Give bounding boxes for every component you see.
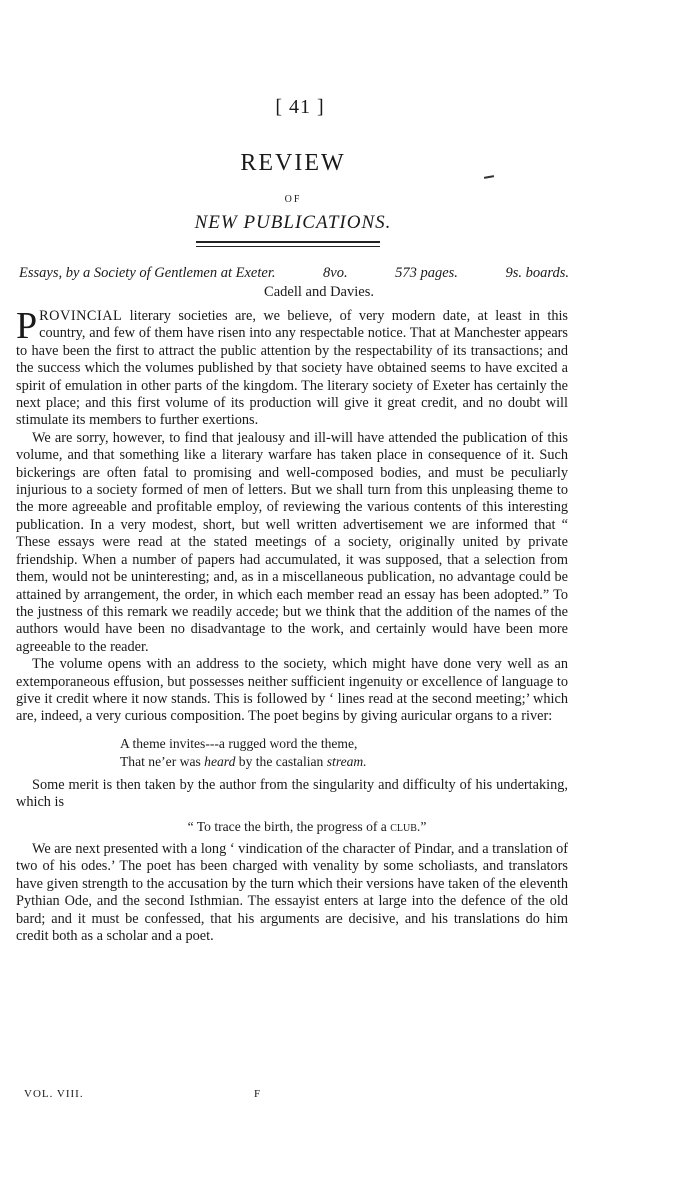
ink-mark [484,175,494,179]
verse-line-2 [120,753,568,771]
verse-line-1: A theme invites---a rugged word the theme, [120,735,358,751]
citation-publisher: Cadell and Davies. [264,284,374,300]
citation-pages: 573 pages. [395,265,458,281]
drop-cap: P [16,305,38,347]
paragraph-2: We are sorry, however, to find that jealousy and ill-will have attended the publication of this volume, and that something like a literary warfare has taken place in consequence of it. Such bickerings are often fatal to promising and well-composed bodies, and must be peculiarly injurious to a society formed of men of letters. But we shall turn from this unpleasing theme to the more agreeable and profitable employ, of reviewing the various contents of this interesting publication. In a very modest, short, but well written advertisement we are informed that “ These essays were read at the stated meetings of a society, originally united by private friendship. When a number of papers had accumulated, it was supposed, that a selection from them, would not be uninteresting; and, as in a miscellaneous publication, no advantage could be attained by arrangement, the order, in which each member read an essay has been adopted.” To the justness of this remark we readily accede; but we think that the addition of the names of the authors would have been no disadvantage to the work, and certainly would have been more agreeable to the reader. [16,429,568,655]
page-subtitle: NEW PUBLICATIONS. [194,212,392,233]
citation-price: 9s. boards. [505,265,569,281]
opening-word: ROVINCIAL [39,308,123,324]
paragraph-5: We are next presented with a long ‘ vindication of the character of Pindar, and a translation of two of his odes.’ The poet has been charged with venality by some scholiasts, and translators have given strength to the accusation by the turn which their versions have taken of the eleventh Pythian Ode, and the second Isthmian. The essayist enters at large into the defence of the old bard; and it must be confessed, that his arguments are decisive, and his translations do him credit both as a scholar and a poet. [16,840,568,944]
article-body [16,305,568,945]
book-citation [19,264,569,302]
verse-text: That ne’er was [120,753,205,769]
verse-italic: stream. [326,753,367,769]
citation-title: Essays, by a Society of Gentlemen at Exeter. [19,265,276,281]
quote-smallcaps: club. [390,818,421,834]
citation-line [19,264,569,283]
quote-text: “ To trace the birth, the progress of a [187,818,391,834]
title-rule-thick [196,241,380,243]
paragraph-1-text: literary societies are, we believe, of very modern date, at least in this country, and few of them have risen into any respectable notice. That at Manchester appears to have been the first to attract the public attention by the respectability of its transactions; and the success which the volumes published by that society have obtained seems to have excited a spirit of emulation in other parts of the kingdom. The literary society of Exeter has certainly the next place; and this first volume of its production will give it great credit, and no doubt will stimulate its members to further exertions. [16,308,568,429]
citation-format: 8vo. [323,265,348,281]
page-title: REVIEW [240,150,346,176]
club-quotation [16,818,568,835]
page-footer [24,1088,324,1100]
title-rule-thin [196,246,380,247]
paragraph-3: The volume opens with an address to the society, which might have done very well as an extemporaneous effusion, but possesses neither sufficient ingenuity or excellence of language to give it credit where it now stands. This is followed by ‘ lines read at the second meeting;’ which are, indeed, a very curious composition. The poet begins by giving auricular organs to a river: [16,656,568,725]
volume-mark: VOL. VIII. [24,1088,84,1100]
paragraph-4: Some merit is then taken by the author from the singularity and difficulty of his undertaking, which is [16,776,568,811]
verse-quotation [16,735,568,771]
title-connector: OF [284,194,302,205]
quote-close: ” [420,818,427,834]
verse-text: by the castalian [235,753,327,769]
signature-mark: F [254,1088,262,1100]
verse-italic: heard [204,753,236,769]
page-number: [ 41 ] [275,96,325,118]
paragraph-1 [16,305,568,430]
